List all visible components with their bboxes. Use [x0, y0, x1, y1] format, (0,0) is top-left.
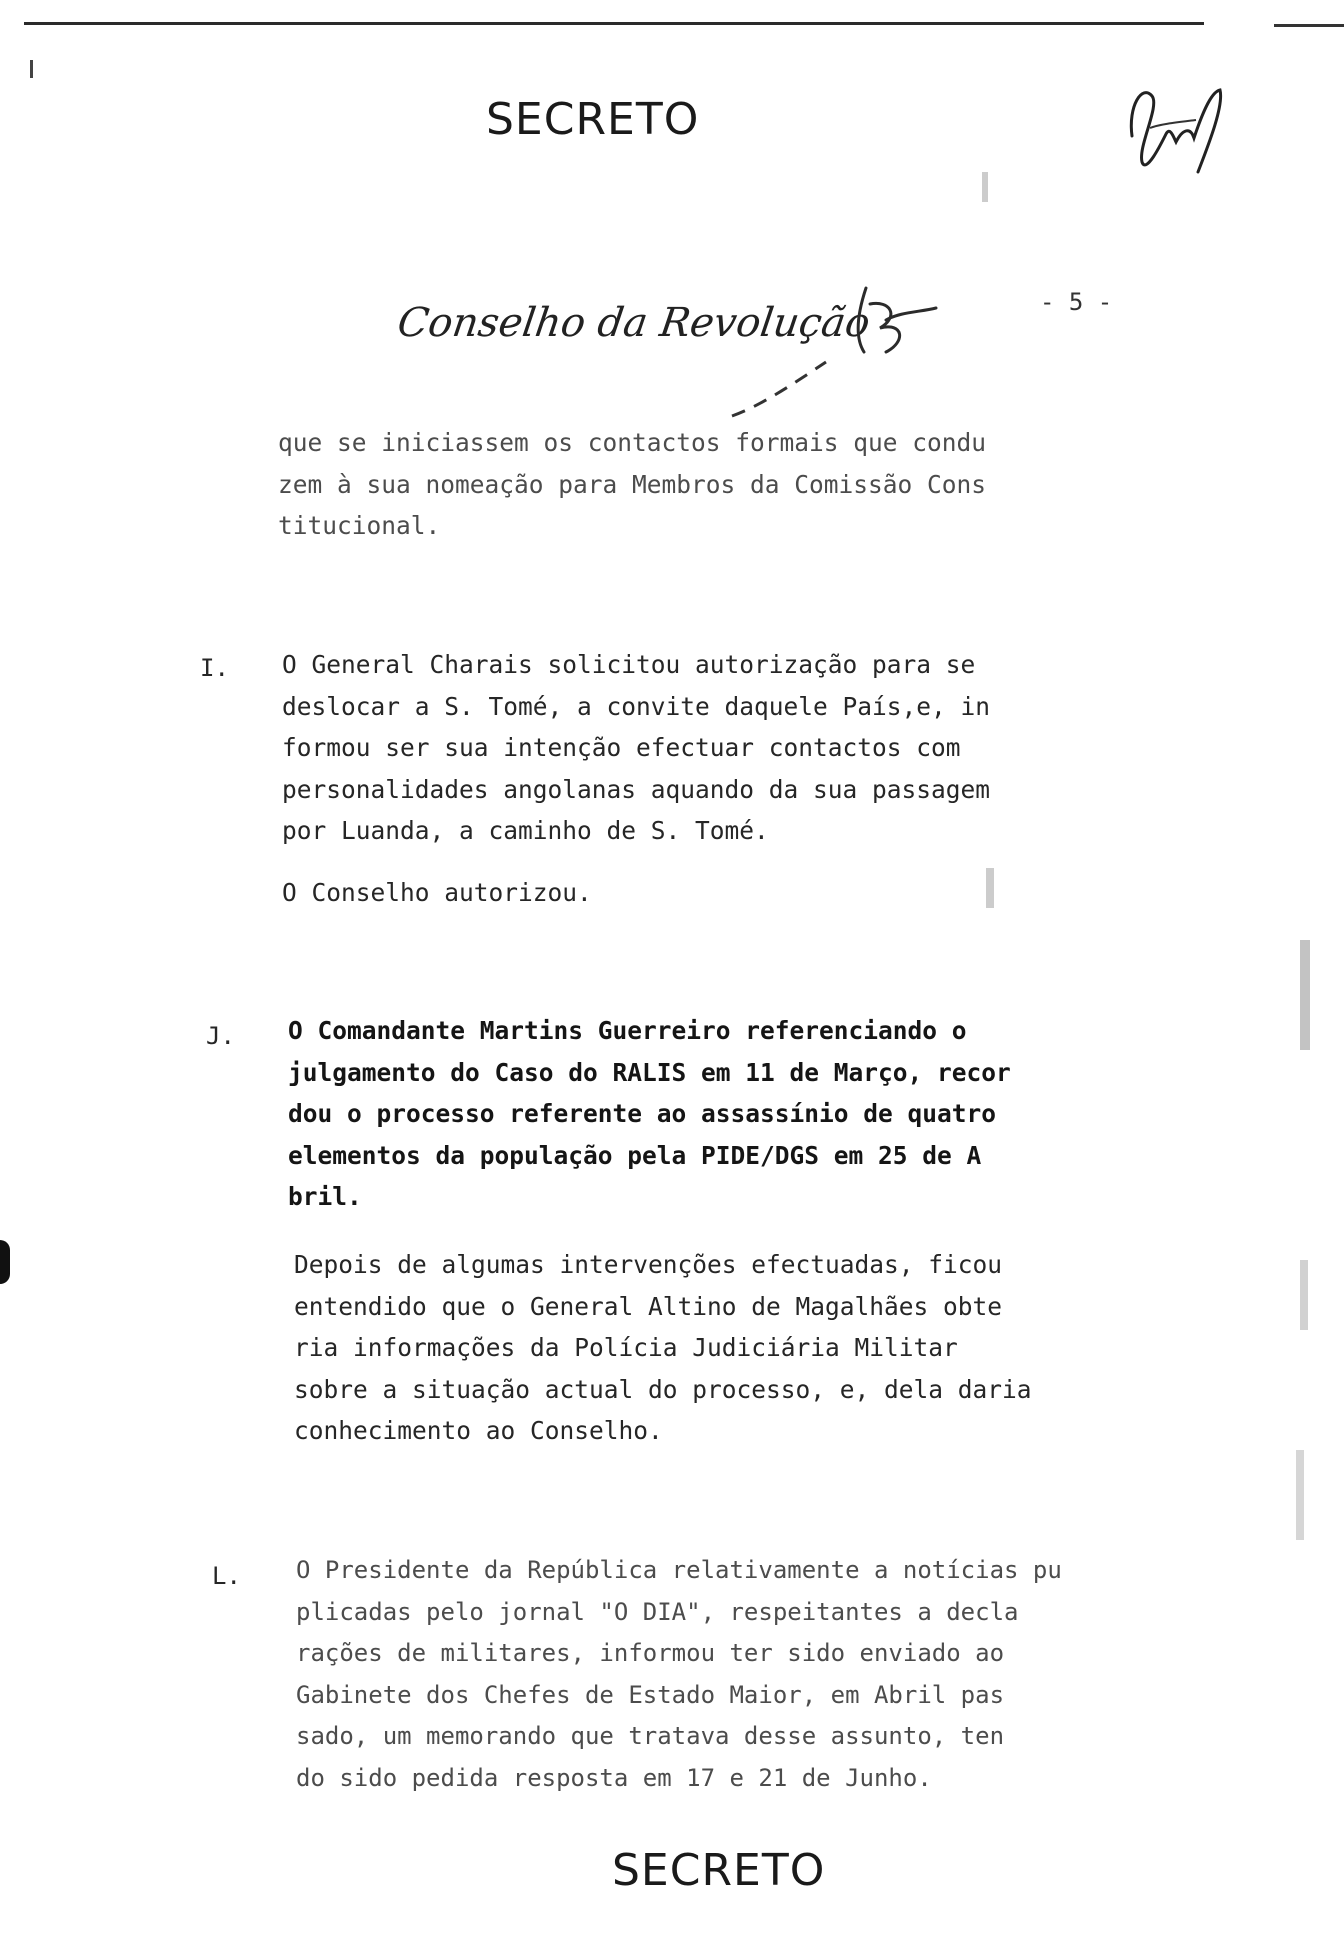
handwritten-initials — [1120, 76, 1230, 186]
page-number: - 5 - — [1040, 288, 1113, 316]
classification-top: SECRETO — [486, 94, 700, 145]
item-j-paragraph: O Comandante Martins Guerreiro referenciando o julgamento do Caso do RALIS em 11 de Março, recor dou o processo referente ao assassínio de quatro elementos da população pela PIDE/DGS em 25 de A bril. — [288, 1016, 1011, 1211]
pen-stroke — [730, 360, 830, 420]
continuation-paragraph: que se iniciassem os contactos formais que condu zem à sua nomeação para Membros da Comissão Cons titucional. — [278, 428, 987, 540]
top-rule-fragment — [1274, 24, 1344, 27]
classification-bottom: SECRETO — [612, 1845, 826, 1896]
item-i-followup: O Conselho autorizou. — [282, 878, 592, 907]
item-letter-i: I. — [200, 654, 229, 682]
item-letter-j: J. — [206, 1022, 235, 1050]
margin-noise — [986, 868, 994, 908]
item-i-paragraph: O General Charais solicitou autorização para se deslocar a S. Tomé, a convite daquele País,e, in formou ser sua intenção efectuar contactos com personalidades angolanas aquando da sua passagem por Luanda, a caminho de S. Tomé. — [282, 650, 991, 845]
margin-noise — [30, 60, 33, 78]
item-l-paragraph: O Presidente da República relativamente a notícias pu plicadas pelo jornal "O DIA", respeitantes a decla rações de militares, informou ter sido enviado ao Gabinete dos Chefes de Estado Maior, em Abril pas sado, um memorando que tratava desse assunto, ten do sido pedida resposta em 17 e 21 de Junho. — [296, 1556, 1062, 1792]
margin-noise — [1296, 1450, 1304, 1540]
item-j-followup: Depois de algumas intervenções efectuadas, ficou entendido que o General Altino de Magalhães obte ria informações da Polícia Judiciária Militar sobre a situação actual do processo, e, dela daria conhecimento ao Conselho. — [294, 1250, 1032, 1445]
council-header: Conselho da Revolução — [394, 300, 873, 346]
margin-noise — [1300, 1260, 1308, 1330]
top-rule — [24, 22, 1204, 25]
margin-noise — [1300, 940, 1310, 1050]
item-letter-l: L. — [212, 1562, 241, 1590]
header-flourish — [840, 282, 940, 362]
punch-hole-shadow — [0, 1240, 10, 1284]
margin-noise — [982, 172, 988, 202]
